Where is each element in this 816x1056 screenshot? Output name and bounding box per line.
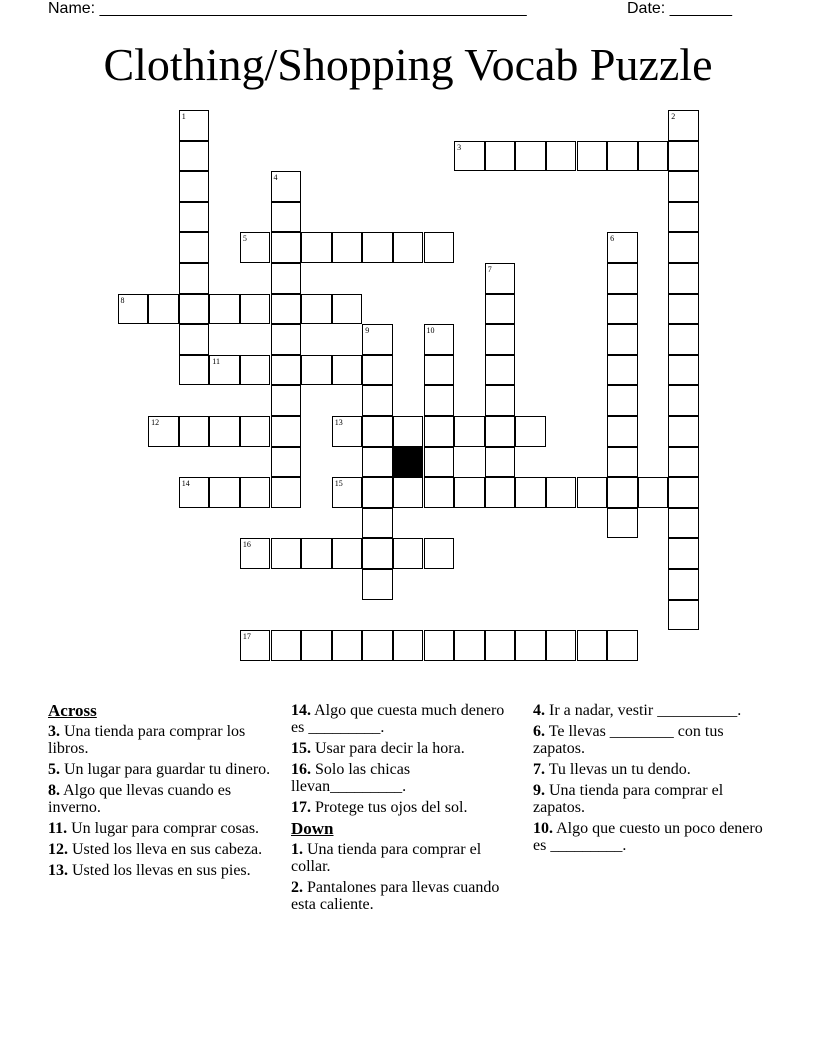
crossword-cell[interactable] <box>179 110 210 141</box>
crossword-cell[interactable] <box>485 416 516 447</box>
crossword-cell[interactable] <box>240 355 271 386</box>
cell-number: 11 <box>212 356 220 366</box>
crossword-cell[interactable] <box>271 202 302 233</box>
crossword-cell[interactable] <box>179 324 210 355</box>
crossword-cell[interactable] <box>668 202 699 233</box>
crossword-cell[interactable] <box>454 141 485 172</box>
crossword-cell[interactable] <box>485 263 516 294</box>
crossword-cell[interactable] <box>332 294 363 325</box>
crossword-cell[interactable] <box>424 355 455 386</box>
crossword-cell[interactable] <box>362 508 393 539</box>
crossword-cell[interactable] <box>209 355 240 386</box>
crossword-cell[interactable] <box>362 324 393 355</box>
crossword-cell[interactable] <box>179 202 210 233</box>
clue-down-2: 2. Pantalones para llevas cuando esta caliente. <box>291 879 500 913</box>
crossword-cell[interactable] <box>332 477 363 508</box>
crossword-cell[interactable] <box>362 630 393 661</box>
crossword-cell[interactable] <box>515 477 546 508</box>
clue-across-13: 13. Usted los llevas en sus pies. <box>48 862 251 879</box>
cell-number: 16 <box>242 540 251 550</box>
crossword-cell[interactable] <box>271 447 302 478</box>
crossword-cell[interactable] <box>424 416 455 447</box>
crossword-cell[interactable] <box>271 630 302 661</box>
crossword-cell[interactable] <box>271 232 302 263</box>
crossword-cell[interactable] <box>362 538 393 569</box>
crossword-cell[interactable] <box>209 294 240 325</box>
crossword-cell[interactable] <box>301 538 332 569</box>
cell-number: 1 <box>181 112 186 121</box>
cell-number: 2 <box>671 112 676 121</box>
cell-number: 10 <box>426 326 435 336</box>
clue-across-8: 8. Algo que llevas cuando es inverno. <box>48 782 232 816</box>
crossword-cell[interactable] <box>485 630 516 661</box>
crossword-cell[interactable] <box>240 416 271 447</box>
crossword-cell[interactable] <box>240 232 271 263</box>
crossword-cell[interactable] <box>148 416 179 447</box>
crossword-cell[interactable] <box>424 447 455 478</box>
crossword-cell[interactable] <box>577 477 608 508</box>
crossword-cell[interactable] <box>118 294 149 325</box>
crossword-cell[interactable] <box>362 416 393 447</box>
clue-column-1 <box>48 702 273 883</box>
crossword-cell[interactable] <box>485 447 516 478</box>
crossword-cell[interactable] <box>546 630 577 661</box>
crossword-cell[interactable] <box>607 630 638 661</box>
crossword-cell[interactable] <box>607 477 638 508</box>
crossword-cell[interactable] <box>393 232 424 263</box>
clue-down-6: 6. Te llevas ________ con tus zapatos. <box>533 723 724 757</box>
crossword-cell[interactable] <box>638 141 669 172</box>
crossword-cell[interactable] <box>607 416 638 447</box>
cell-number: 4 <box>273 173 278 183</box>
crossword-cell[interactable] <box>668 385 699 416</box>
crossword-cell[interactable] <box>362 569 393 600</box>
cell-number: 17 <box>242 632 251 642</box>
crossword-cell[interactable] <box>301 355 332 386</box>
crossword-cell[interactable] <box>424 385 455 416</box>
crossword-cell[interactable] <box>485 294 516 325</box>
date-field-label: Date: _______ <box>627 0 732 17</box>
crossword-cell[interactable] <box>668 141 699 172</box>
crossword-cell[interactable] <box>301 630 332 661</box>
crossword-cell[interactable] <box>271 477 302 508</box>
crossword-cell[interactable] <box>668 508 699 539</box>
crossword-cell[interactable] <box>240 477 271 508</box>
crossword-cell[interactable] <box>607 385 638 416</box>
crossword-cell[interactable] <box>362 355 393 386</box>
crossword-cell[interactable] <box>332 232 363 263</box>
cell-number: 7 <box>487 265 492 274</box>
crossword-cell[interactable] <box>607 508 638 539</box>
crossword-cell[interactable] <box>240 630 271 661</box>
crossword-cell[interactable] <box>332 630 363 661</box>
crossword-cell[interactable] <box>179 416 210 447</box>
crossword-cell[interactable] <box>209 477 240 508</box>
crossword-cell[interactable] <box>179 171 210 202</box>
crossword-cell[interactable] <box>515 141 546 172</box>
crossword-cell[interactable] <box>638 477 669 508</box>
clue-down-4: 4. Ir a nadar, vestir __________. <box>533 702 742 719</box>
crossword-cell[interactable] <box>668 324 699 355</box>
crossword-cell[interactable] <box>607 294 638 325</box>
crossword-cell[interactable] <box>454 477 485 508</box>
across-heading: Across <box>48 701 97 720</box>
crossword-cell[interactable] <box>515 630 546 661</box>
cell-number: 5 <box>242 234 247 244</box>
crossword-cell[interactable] <box>301 294 332 325</box>
crossword-cell[interactable] <box>454 630 485 661</box>
crossword-cell[interactable] <box>240 294 271 325</box>
clue-column-2 <box>291 702 516 917</box>
cell-number: 3 <box>457 142 462 152</box>
crossword-cell[interactable] <box>424 232 455 263</box>
clue-down-9: 9. Una tienda para comprar el zapatos. <box>533 782 724 816</box>
crossword-cell[interactable] <box>607 263 638 294</box>
crossword-cell[interactable] <box>607 232 638 263</box>
crossword-cell[interactable] <box>668 355 699 386</box>
crossword-cell[interactable] <box>362 477 393 508</box>
clue-across-3: 3. Una tienda para comprar los libros. <box>48 723 246 757</box>
cell-number: 14 <box>181 479 190 489</box>
clue-across-16: 16. Solo las chicas llevan_________. <box>291 761 411 795</box>
crossword-cell[interactable] <box>424 630 455 661</box>
crossword-cell[interactable] <box>179 232 210 263</box>
crossword-cell[interactable] <box>668 110 699 141</box>
crossword-cell[interactable] <box>393 416 424 447</box>
crossword-cell[interactable] <box>668 569 699 600</box>
crossword-cell[interactable] <box>362 447 393 478</box>
crossword-cell[interactable] <box>301 232 332 263</box>
crossword-cell[interactable] <box>668 538 699 569</box>
crossword-cell[interactable] <box>668 294 699 325</box>
crossword-cell[interactable] <box>577 141 608 172</box>
crossword-cell[interactable] <box>393 477 424 508</box>
crossword-cell[interactable] <box>362 385 393 416</box>
crossword-cell[interactable] <box>424 324 455 355</box>
crossword-cell[interactable] <box>668 171 699 202</box>
crossword-cell[interactable] <box>332 416 363 447</box>
crossword-cell[interactable] <box>485 141 516 172</box>
cell-number: 12 <box>151 418 160 427</box>
crossword-cell[interactable] <box>424 538 455 569</box>
crossword-cell[interactable] <box>271 355 302 386</box>
crossword-cell[interactable] <box>668 447 699 478</box>
crossword-cell[interactable] <box>454 416 485 447</box>
cell-number: 15 <box>334 479 343 489</box>
crossword-cell[interactable] <box>607 141 638 172</box>
crossword-cell[interactable] <box>668 416 699 447</box>
crossword-cell[interactable] <box>668 232 699 263</box>
crossword-cell[interactable] <box>148 294 179 325</box>
clue-across-5: 5. Un lugar para guardar tu dinero. <box>48 761 271 778</box>
clue-across-14: 14. Algo que cuesta much denero es _________. <box>291 702 505 736</box>
name-field-label: Name: ________________________________________________ <box>48 0 527 17</box>
crossword-cell[interactable] <box>424 477 455 508</box>
crossword-cell[interactable] <box>546 477 577 508</box>
clue-across-15: 15. Usar para decir la hora. <box>291 740 465 757</box>
crossword-cell[interactable] <box>271 324 302 355</box>
crossword-cell[interactable] <box>271 385 302 416</box>
crossword-cell[interactable] <box>668 600 699 631</box>
crossword-cell[interactable] <box>393 630 424 661</box>
clue-column-3 <box>533 702 768 858</box>
crossword-cell[interactable] <box>179 294 210 325</box>
crossword-cell[interactable] <box>485 477 516 508</box>
clue-down-10: 10. Algo que cuesto un poco denero es _________. <box>533 820 763 854</box>
crossword-cell[interactable] <box>668 263 699 294</box>
cell-number: 9 <box>365 326 370 336</box>
crossword-cell[interactable] <box>209 416 240 447</box>
clue-across-11: 11. Un lugar para comprar cosas. <box>48 820 260 837</box>
crossword-cell[interactable] <box>179 477 210 508</box>
crossword-cell[interactable] <box>577 630 608 661</box>
clue-down-7: 7. Tu llevas un tu dendo. <box>533 761 691 778</box>
black-square <box>393 447 424 478</box>
crossword-cell[interactable] <box>271 171 302 202</box>
crossword-cell[interactable] <box>485 324 516 355</box>
crossword-cell[interactable] <box>485 355 516 386</box>
crossword-cell[interactable] <box>271 416 302 447</box>
crossword-cell[interactable] <box>607 324 638 355</box>
cell-number: 13 <box>334 418 343 427</box>
crossword-cell[interactable] <box>485 385 516 416</box>
crossword-cell[interactable] <box>332 355 363 386</box>
crossword-cell[interactable] <box>546 141 577 172</box>
clue-down-1: 1. Una tienda para comprar el collar. <box>291 841 482 875</box>
crossword-cell[interactable] <box>607 447 638 478</box>
down-heading: Down <box>291 819 334 838</box>
crossword-cell[interactable] <box>362 232 393 263</box>
crossword-cell[interactable] <box>607 355 638 386</box>
cell-number: 8 <box>120 295 125 305</box>
crossword-cell[interactable] <box>271 294 302 325</box>
crossword-cell[interactable] <box>271 538 302 569</box>
crossword-cell[interactable] <box>515 416 546 447</box>
clue-across-17: 17. Protege tus ojos del sol. <box>291 799 468 816</box>
crossword-cell[interactable] <box>393 538 424 569</box>
crossword-cell[interactable] <box>332 538 363 569</box>
crossword-cell[interactable] <box>271 263 302 294</box>
cell-number: 6 <box>610 234 615 244</box>
page-title: Clothing/Shopping Vocab Puzzle <box>103 39 713 90</box>
crossword-cell[interactable] <box>240 538 271 569</box>
clue-across-12: 12. Usted los lleva en sus cabeza. <box>48 841 263 858</box>
crossword-cell[interactable] <box>179 263 210 294</box>
crossword-cell[interactable] <box>179 141 210 172</box>
crossword-cell[interactable] <box>179 355 210 386</box>
crossword-cell[interactable] <box>668 477 699 508</box>
